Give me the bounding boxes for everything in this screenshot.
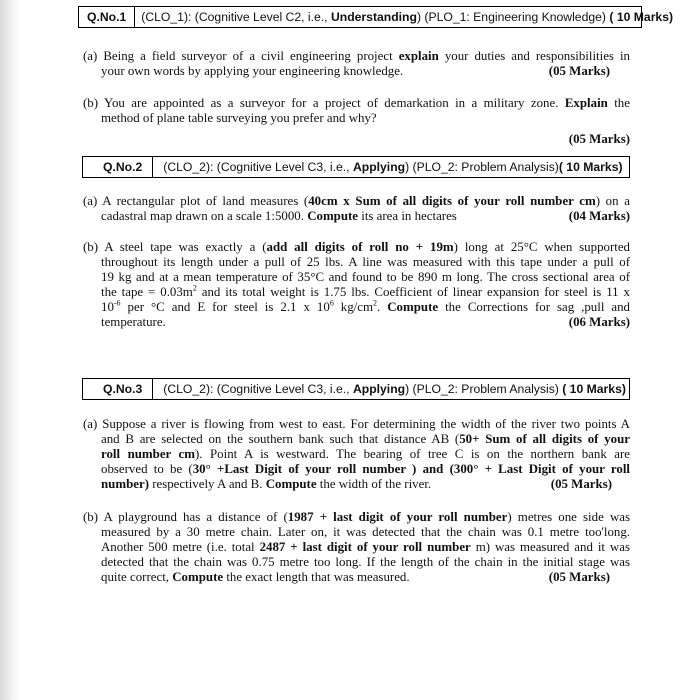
q2-part-b bbox=[83, 240, 630, 331]
page-shadow bbox=[0, 0, 22, 700]
q1-part-b bbox=[83, 96, 630, 147]
q2b-line1: (b) A steel tape was exactly a (add all digits of roll no + 19m) long at 25°C when supported bbox=[83, 240, 630, 254]
q3a-marks: (05 Marks) bbox=[550, 477, 612, 492]
q2b-line5: $10^{-6}$ per °C and E for steel is 2.1 x $10^6$ $kg/cm^2$. Compute the Corrections for sag ,pull and bbox=[101, 299, 631, 315]
q2a-line1: (a) A rectangular plot of land measures (40cm x Sum of all digits of your roll number cm) on a bbox=[83, 194, 630, 208]
q1-meta: (CLO_1): (Cognitive Level C2, i.e., Understanding) (PLO_1: Engineering Knowledge) ( 10 Marks) bbox=[141, 10, 674, 24]
q1b-marks: (05 Marks) bbox=[568, 132, 630, 147]
q2-meta: (CLO_2): (Cognitive Level C3, i.e., Applying) (PLO_2: Problem Analysis) bbox=[163, 160, 559, 174]
q1-marks: ( 10 Marks) bbox=[609, 10, 674, 24]
q3a-line1: (a) Suppose a river is flowing from west to east. For determining the width of the river two points A bbox=[83, 417, 630, 431]
q2b-line2: throughout its length under a pull of 25 lbs. A line was measured with this tape under a pull of bbox=[101, 255, 630, 270]
q2-marks: ( 10 Marks) bbox=[558, 160, 623, 174]
q3a-line5: number) respectively A and B. Compute the width of the river. (05 Marks) bbox=[101, 477, 612, 492]
q1a-line1: (a) Being a field surveyor of a civil engineering project explain your duties and responsibilities in bbox=[83, 49, 630, 63]
q3-header-box bbox=[82, 378, 630, 400]
q3b-line4: detected that the chain was 0.75 metre too long. If the length of the chain in the initial stage was bbox=[101, 555, 630, 570]
q1-part-a bbox=[83, 49, 630, 79]
q1-number: Q.No.1 bbox=[79, 7, 135, 27]
q2b-line4: the tape = $0.03m^2$ and its total weight is 1.75 lbs. Coefficient of linear expansion for steel is 11 x bbox=[101, 283, 630, 300]
q3b-line3: Another 500 metre (i.e. total 2487 + last digit of your roll number m) was measured and it was bbox=[101, 540, 630, 555]
q2a-line2: cadastral map drawn on a scale 1:5000. Compute its area in hectares (04 Marks) bbox=[101, 209, 630, 224]
q2b-line3: 19 kg and at a mean temperature of 35°C and found to be 890 m long. The cross sectional area of bbox=[101, 270, 630, 285]
q3b-marks: (05 Marks) bbox=[548, 570, 610, 585]
q3-number: Q.No.3 bbox=[83, 379, 153, 399]
q3-marks: ( 10 Marks) bbox=[562, 382, 626, 396]
q1b-marks-line bbox=[83, 132, 630, 147]
q3-part-a bbox=[83, 417, 630, 492]
q3b-line1: (b) A playground has a distance of (1987 + last digit of your roll number) metres one side was bbox=[83, 510, 630, 524]
q3a-line4: observed to be (30° +Last Digit of your roll number ) and (300° + Last Digit of your roll bbox=[101, 462, 630, 477]
q3b-line5: quite correct, Compute the exact length that was measured. (05 Marks) bbox=[101, 570, 610, 585]
q1a-line2: your own words by applying your engineering knowledge. (05 Marks) bbox=[101, 64, 610, 79]
q3-meta: (CLO_2): (Cognitive Level C3, i.e., Applying) (PLO_2: Problem Analysis) ( 10 Marks) bbox=[163, 382, 626, 396]
q1-header-box bbox=[78, 6, 674, 28]
q2-number: Q.No.2 bbox=[83, 157, 153, 177]
q2b-marks: (06 Marks) bbox=[568, 315, 630, 330]
q3a-line2: and B are selected on the southern bank such that distance AB (50+ Sum of all digits of your bbox=[101, 432, 630, 447]
q2a-marks: (04 Marks) bbox=[568, 209, 630, 224]
q1b-line1: (b) You are appointed as a surveyor for a project of demarkation in a military zone. Explain the bbox=[83, 96, 630, 110]
q2b-line6: temperature. (06 Marks) bbox=[101, 315, 630, 330]
q1a-marks: (05 Marks) bbox=[548, 64, 610, 79]
q3b-line2: measured by a 30 metre chain. Later on, it was detected that the chain was 0.1 metre too'long. bbox=[101, 525, 630, 540]
q1b-line2: method of plane table surveying you prefer and why? bbox=[101, 111, 377, 126]
q2-part-a bbox=[83, 194, 630, 224]
q3-part-b bbox=[83, 510, 630, 585]
q3a-line3: roll number cm). Point A is westward. The bearing of tree C is on the northern bank are bbox=[101, 447, 630, 462]
q2-header-box bbox=[82, 156, 630, 178]
